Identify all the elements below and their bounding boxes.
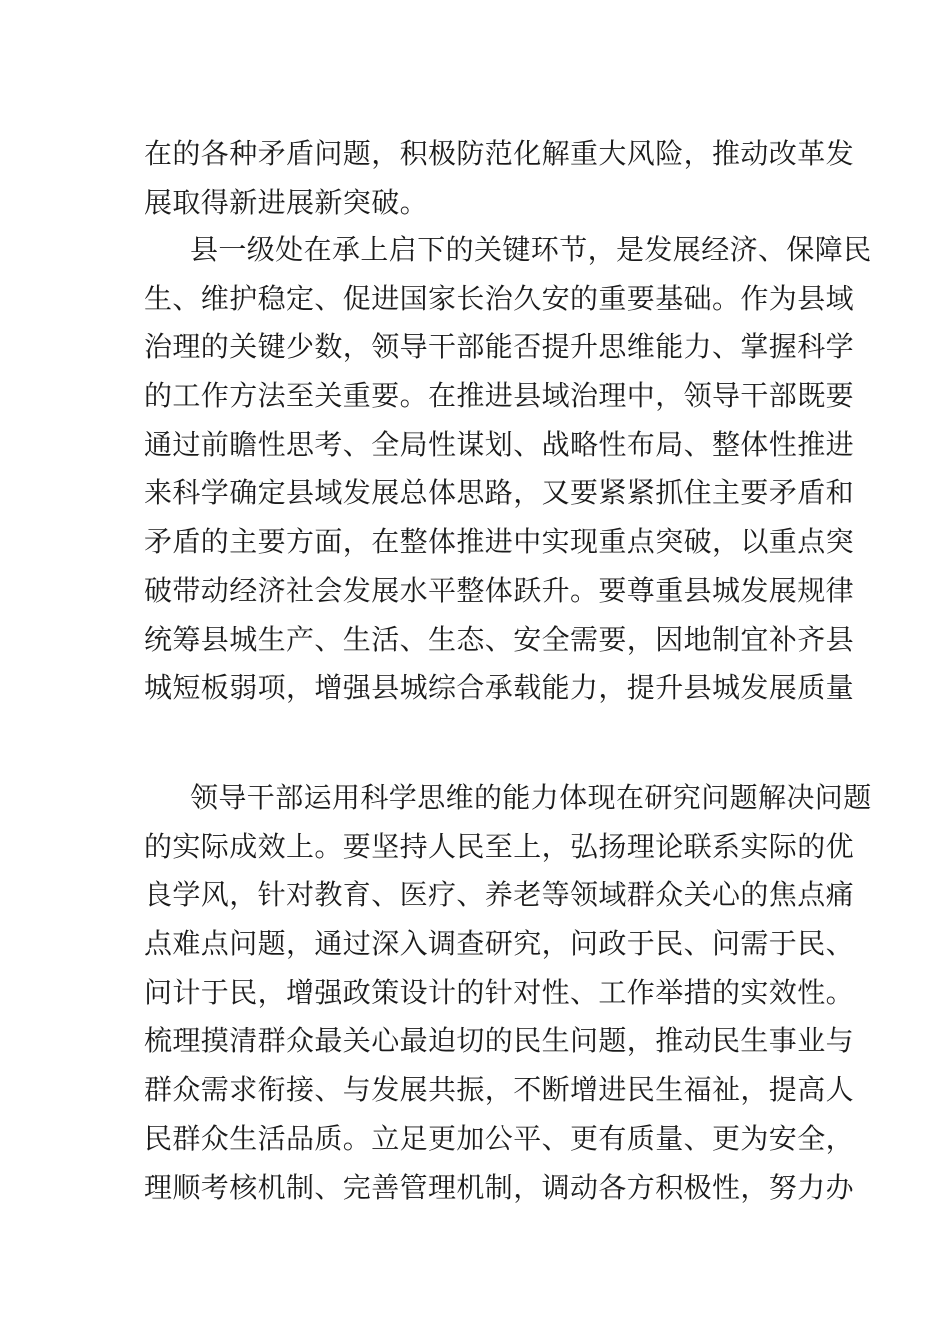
paragraph-county-governance <box>144 226 872 713</box>
text-line: 治理的关键少数，领导干部能否提升思维能力、掌握科学 <box>144 330 855 364</box>
paragraph-scientific-thinking <box>144 774 872 1212</box>
text-line: 县一级处在承上启下的关键环节，是发展经济、保障民 <box>190 233 872 266</box>
text-line: 群众需求衔接、与发展共振，不断增进民生福祉，提高人 <box>144 1073 855 1107</box>
paragraph-continuation <box>144 130 855 227</box>
text-line: 理顺考核机制、完善管理机制，调动各方积极性，努力办 <box>144 1170 855 1204</box>
text-line: 来科学确定县域发展总体思路，又要紧紧抓住主要矛盾和 <box>144 476 855 510</box>
text-line: 领导干部运用科学思维的能力体现在研究问题解决问题 <box>190 781 872 814</box>
text-line: 的工作方法至关重要。在推进县域治理中，领导干部既要 <box>144 379 855 413</box>
text-line: 通过前瞻性思考、全局性谋划、战略性布局、整体性推进 <box>144 427 855 461</box>
text-line: 点难点问题，通过深入调查研究，问政于民、问需于民、 <box>144 927 855 961</box>
text-line: 的实际成效上。要坚持人民至上，弘扬理论联系实际的优 <box>144 829 855 863</box>
text-line: 矛盾的主要方面，在整体推进中实现重点突破，以重点突 <box>144 525 855 559</box>
text-line: 生、维护稳定、促进国家长治久安的重要基础。作为县域 <box>144 281 855 315</box>
text-line: 梳理摸清群众最关心最迫切的民生问题，推动民生事业与 <box>144 1024 855 1058</box>
text-line: 展取得新进展新突破。 <box>144 185 429 219</box>
text-line: 统筹县城生产、生活、生态、安全需要，因地制宜补齐县 <box>144 622 855 656</box>
text-line: 问计于民，增强政策设计的针对性、工作举措的实效性。 <box>144 975 855 1009</box>
text-line: 在的各种矛盾问题，积极防范化解重大风险，推动改革发 <box>144 137 855 170</box>
text-line: 民群众生活品质。立足更加公平、更有质量、更为安全， <box>144 1121 855 1155</box>
text-line: 城短板弱项，增强县城综合承载能力，提升县城发展质量 <box>144 671 855 705</box>
text-line: 良学风，针对教育、医疗、养老等领域群众关心的焦点痛 <box>144 878 855 912</box>
text-line: 破带动经济社会发展水平整体跃升。要尊重县城发展规律 <box>144 573 855 607</box>
